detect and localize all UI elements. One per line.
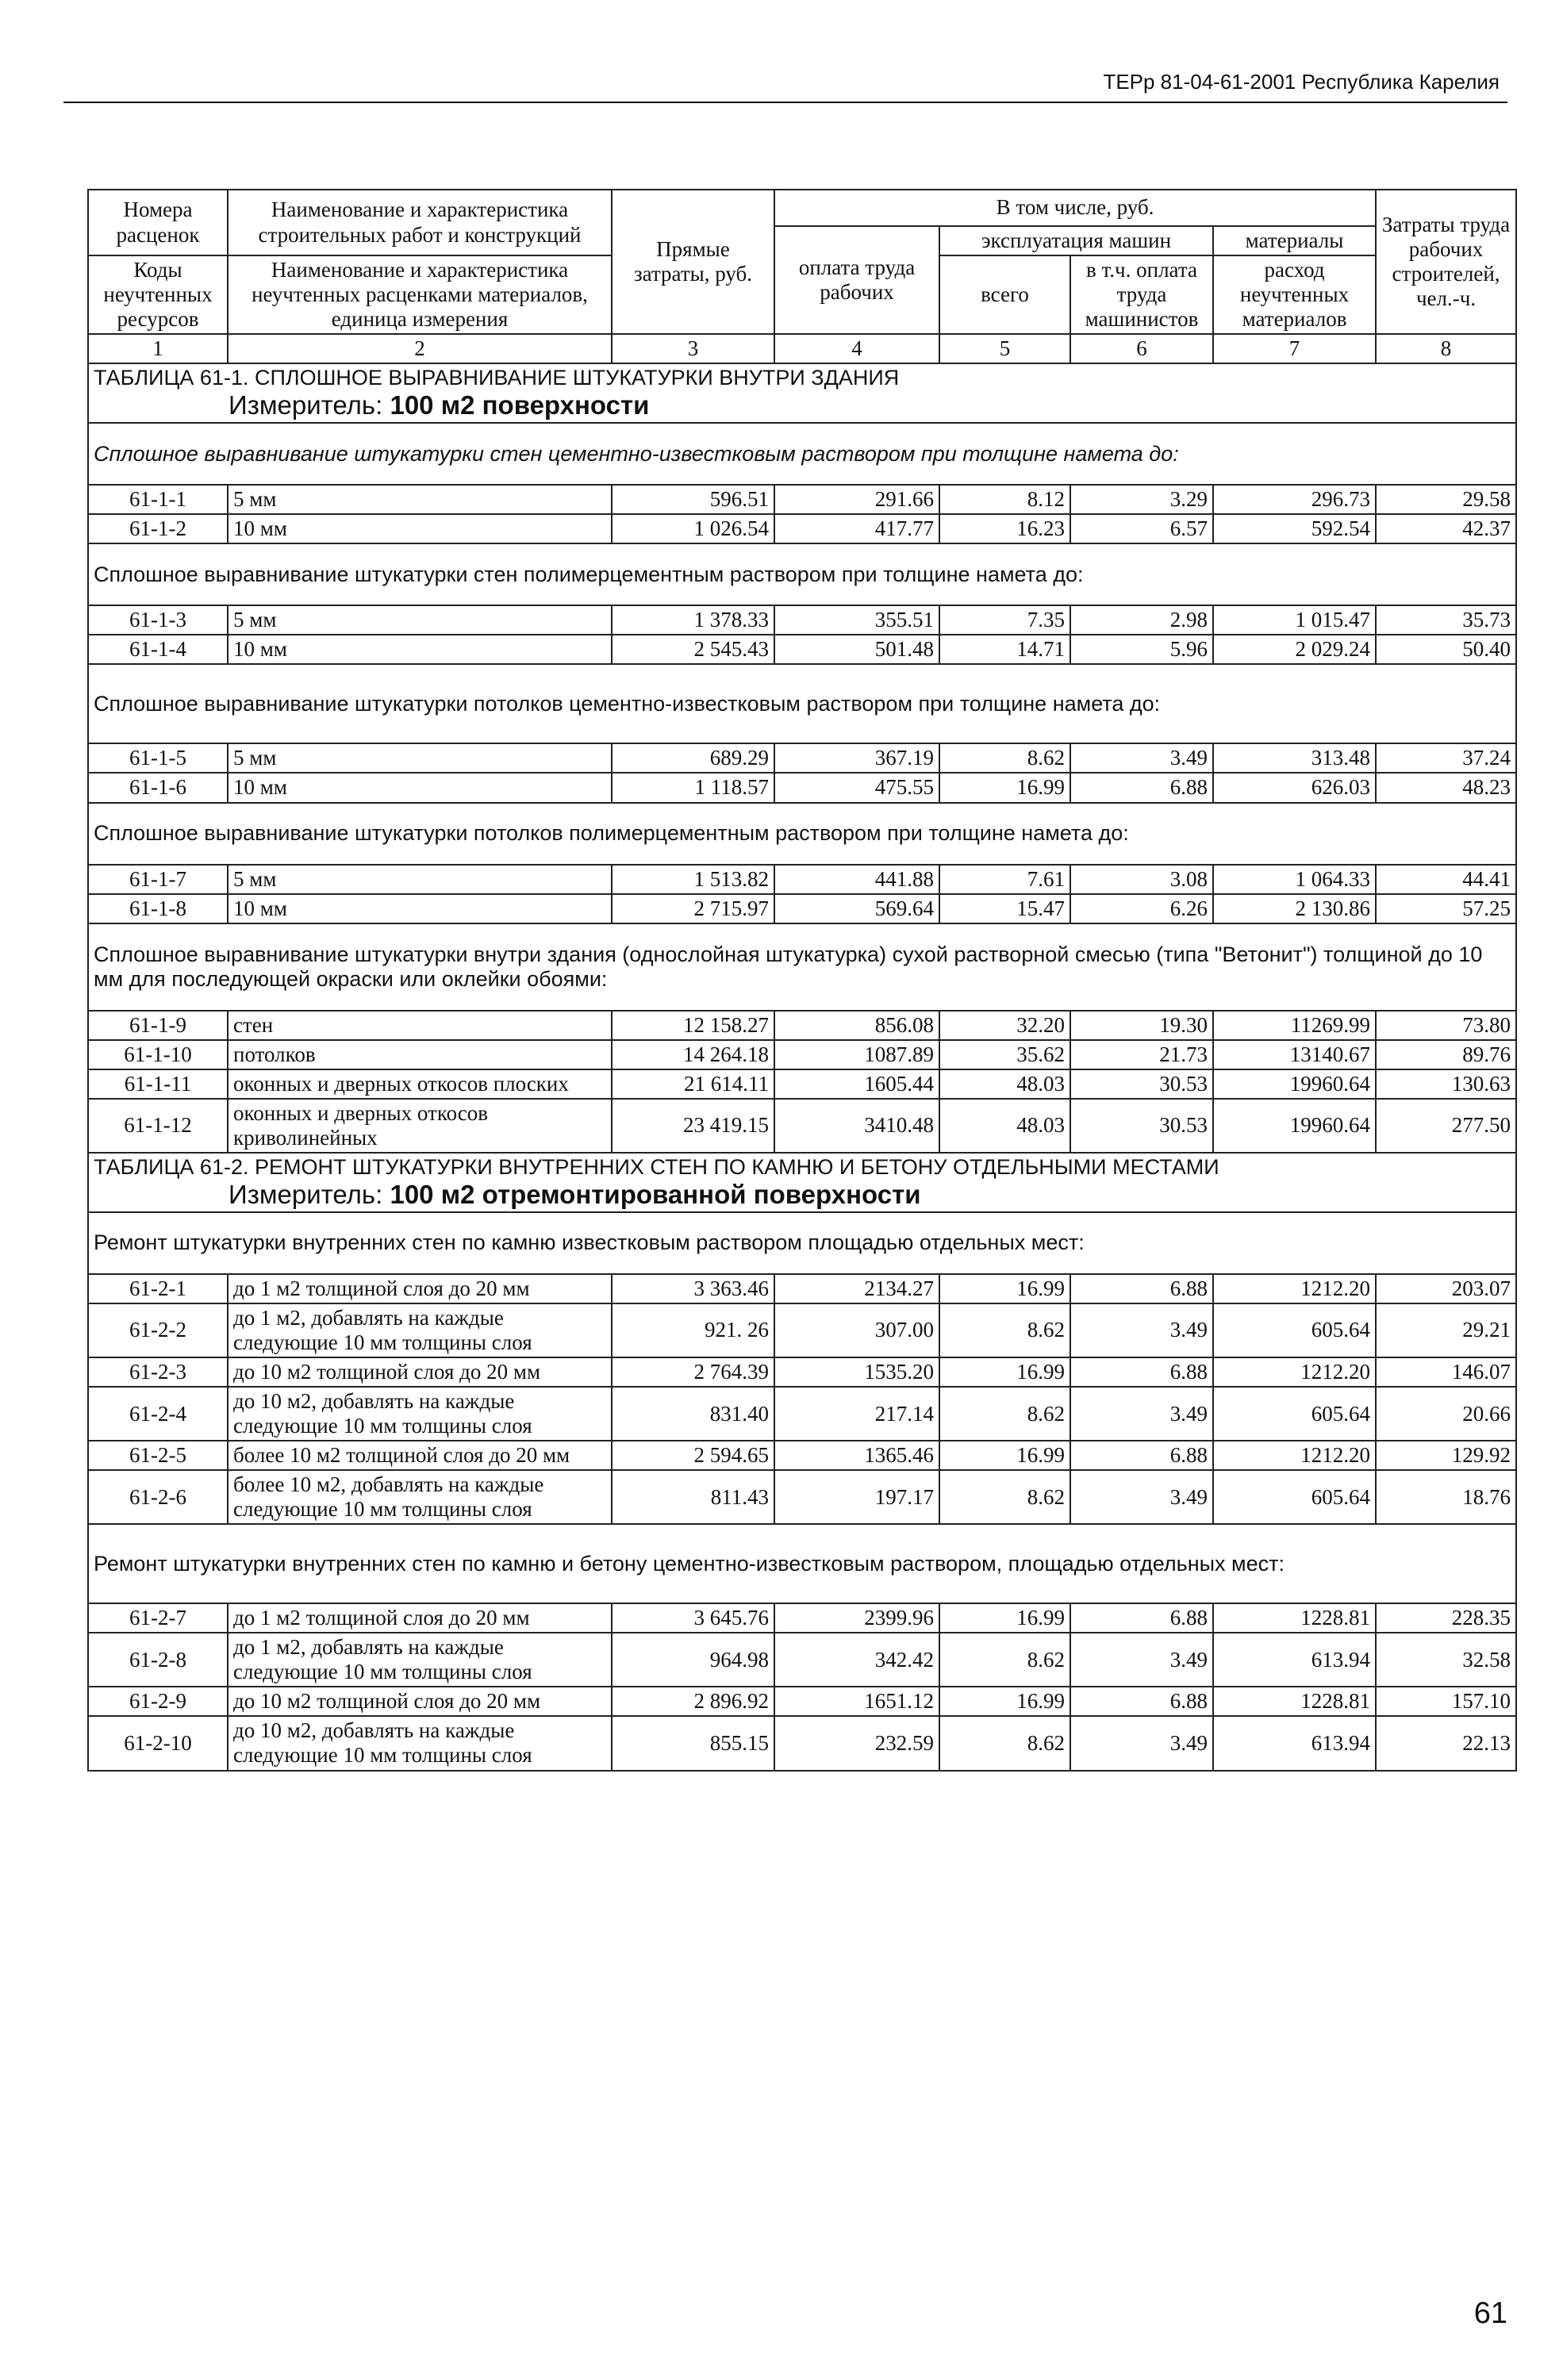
machines-total: 8.12 bbox=[939, 485, 1070, 514]
group-title: Сплошное выравнивание штукатурки стен полимерцементным раствором при толщине намета до: bbox=[88, 543, 1516, 605]
section-meter bbox=[94, 390, 1511, 420]
labor-hours: 203.07 bbox=[1376, 1274, 1516, 1303]
materials-cost: 313.48 bbox=[1213, 743, 1376, 773]
section-meter bbox=[94, 1180, 1511, 1210]
operators-pay: 5.96 bbox=[1070, 635, 1213, 664]
work-name: до 10 м2 толщиной слоя до 20 мм bbox=[228, 1687, 612, 1716]
header-labor-hours: Затраты труда рабочих строителей, чел.-ч. bbox=[1376, 190, 1516, 334]
work-name: потолков bbox=[228, 1040, 612, 1069]
rate-code: 61-1-1 bbox=[88, 485, 228, 514]
table-row bbox=[88, 514, 1516, 543]
direct-costs: 921. 26 bbox=[612, 1303, 774, 1357]
column-number: 5 bbox=[939, 334, 1070, 363]
direct-costs: 596.51 bbox=[612, 485, 774, 514]
rate-code: 61-1-12 bbox=[88, 1099, 228, 1153]
direct-costs: 964.98 bbox=[612, 1633, 774, 1687]
labor-hours: 130.63 bbox=[1376, 1069, 1516, 1099]
machines-total: 48.03 bbox=[939, 1099, 1070, 1153]
header-resource-codes: Коды неучтенных ресурсов bbox=[88, 255, 228, 334]
header-machines: эксплуатация машин bbox=[939, 226, 1213, 255]
machines-total: 16.99 bbox=[939, 773, 1070, 802]
labor-hours: 228.35 bbox=[1376, 1603, 1516, 1633]
machines-total: 8.62 bbox=[939, 743, 1070, 773]
group-row bbox=[88, 803, 1516, 865]
machines-total: 7.61 bbox=[939, 865, 1070, 894]
operators-pay: 3.49 bbox=[1070, 1470, 1213, 1524]
materials-cost: 1228.81 bbox=[1213, 1603, 1376, 1633]
table-row bbox=[88, 1441, 1516, 1470]
rate-code: 61-1-9 bbox=[88, 1011, 228, 1040]
direct-costs: 1 378.33 bbox=[612, 605, 774, 635]
table-row bbox=[88, 865, 1516, 894]
rate-code: 61-2-9 bbox=[88, 1687, 228, 1716]
direct-costs: 3 363.46 bbox=[612, 1274, 774, 1303]
rate-code: 61-1-3 bbox=[88, 605, 228, 635]
table-body bbox=[88, 363, 1516, 1770]
labor-pay: 1087.89 bbox=[774, 1040, 939, 1069]
machines-total: 48.03 bbox=[939, 1069, 1070, 1099]
labor-hours: 50.40 bbox=[1376, 635, 1516, 664]
materials-cost: 1212.20 bbox=[1213, 1274, 1376, 1303]
header-including: В том числе, руб. bbox=[774, 190, 1376, 226]
header-material-consumption: расход неучтенных материалов bbox=[1213, 255, 1376, 334]
work-name: до 1 м2, добавлять на каждые следующие 10 мм толщины слоя bbox=[228, 1633, 612, 1687]
labor-pay: 3410.48 bbox=[774, 1099, 939, 1153]
labor-pay: 569.64 bbox=[774, 894, 939, 923]
labor-hours: 73.80 bbox=[1376, 1011, 1516, 1040]
labor-hours: 20.66 bbox=[1376, 1387, 1516, 1441]
labor-hours: 129.92 bbox=[1376, 1441, 1516, 1470]
materials-cost: 592.54 bbox=[1213, 514, 1376, 543]
work-name: до 10 м2 толщиной слоя до 20 мм bbox=[228, 1357, 612, 1387]
labor-hours: 42.37 bbox=[1376, 514, 1516, 543]
table-section-row bbox=[88, 1153, 1516, 1212]
table-row bbox=[88, 743, 1516, 773]
work-name: до 10 м2, добавлять на каждые следующие 10 мм толщины слоя bbox=[228, 1387, 612, 1441]
rate-code: 61-2-7 bbox=[88, 1603, 228, 1633]
machines-total: 16.99 bbox=[939, 1274, 1070, 1303]
header-title: ТЕРр 81-04-61-2001 Республика Карелия bbox=[1103, 70, 1500, 94]
machines-total: 16.99 bbox=[939, 1603, 1070, 1633]
machines-total: 7.35 bbox=[939, 605, 1070, 635]
rate-code: 61-2-3 bbox=[88, 1357, 228, 1387]
machines-total: 16.99 bbox=[939, 1357, 1070, 1387]
labor-pay: 355.51 bbox=[774, 605, 939, 635]
table-row bbox=[88, 1099, 1516, 1153]
header-labor-pay: оплата труда рабочих bbox=[774, 226, 939, 334]
machines-total: 8.62 bbox=[939, 1716, 1070, 1770]
labor-pay: 856.08 bbox=[774, 1011, 939, 1040]
page-header bbox=[63, 62, 1507, 103]
operators-pay: 6.88 bbox=[1070, 1441, 1213, 1470]
labor-pay: 307.00 bbox=[774, 1303, 939, 1357]
direct-costs: 2 896.92 bbox=[612, 1687, 774, 1716]
direct-costs: 1 026.54 bbox=[612, 514, 774, 543]
work-name: 5 мм bbox=[228, 743, 612, 773]
table-row bbox=[88, 1603, 1516, 1633]
work-name: 10 мм bbox=[228, 635, 612, 664]
work-name: 10 мм bbox=[228, 514, 612, 543]
operators-pay: 30.53 bbox=[1070, 1099, 1213, 1153]
materials-cost: 626.03 bbox=[1213, 773, 1376, 802]
labor-hours: 35.73 bbox=[1376, 605, 1516, 635]
labor-hours: 29.21 bbox=[1376, 1303, 1516, 1357]
materials-cost: 1228.81 bbox=[1213, 1687, 1376, 1716]
group-title: Сплошное выравнивание штукатурки стен цементно-известковым раствором при толщине намета до: bbox=[88, 423, 1516, 485]
table-row bbox=[88, 1716, 1516, 1770]
group-title: Сплошное выравнивание штукатурки внутри здания (однослойная штукатурка) сухой растворной смесью (типа "Ветонит") толщиной до 10 мм для последующей окраски или оклейки обоями: bbox=[88, 923, 1516, 1011]
rate-code: 61-1-4 bbox=[88, 635, 228, 664]
table-row bbox=[88, 1357, 1516, 1387]
work-name: более 10 м2 толщиной слоя до 20 мм bbox=[228, 1441, 612, 1470]
work-name: 5 мм bbox=[228, 605, 612, 635]
work-name: стен bbox=[228, 1011, 612, 1040]
labor-pay: 417.77 bbox=[774, 514, 939, 543]
group-title: Ремонт штукатурки внутренних стен по камню известковым раствором площадью отдельных мест: bbox=[88, 1212, 1516, 1274]
work-name: оконных и дверных откосов криволинейных bbox=[228, 1099, 612, 1153]
materials-cost: 2 130.86 bbox=[1213, 894, 1376, 923]
column-number: 8 bbox=[1376, 334, 1516, 363]
rate-code: 61-1-10 bbox=[88, 1040, 228, 1069]
materials-cost: 11269.99 bbox=[1213, 1011, 1376, 1040]
operators-pay: 6.26 bbox=[1070, 894, 1213, 923]
table-row bbox=[88, 1274, 1516, 1303]
meter-prefix: Измеритель: bbox=[228, 390, 383, 420]
operators-pay: 6.88 bbox=[1070, 1603, 1213, 1633]
table-row bbox=[88, 1633, 1516, 1687]
work-name: 10 мм bbox=[228, 773, 612, 802]
operators-pay: 21.73 bbox=[1070, 1040, 1213, 1069]
group-row bbox=[88, 664, 1516, 743]
group-title: Сплошное выравнивание штукатурки потолков цементно-известковым раствором при толщине намета до: bbox=[88, 664, 1516, 743]
machines-total: 14.71 bbox=[939, 635, 1070, 664]
labor-hours: 32.58 bbox=[1376, 1633, 1516, 1687]
group-row bbox=[88, 543, 1516, 605]
labor-hours: 18.76 bbox=[1376, 1470, 1516, 1524]
materials-cost: 605.64 bbox=[1213, 1387, 1376, 1441]
direct-costs: 855.15 bbox=[612, 1716, 774, 1770]
operators-pay: 3.49 bbox=[1070, 1303, 1213, 1357]
operators-pay: 3.49 bbox=[1070, 1633, 1213, 1687]
operators-pay: 6.88 bbox=[1070, 1687, 1213, 1716]
operators-pay: 3.49 bbox=[1070, 1387, 1213, 1441]
table-row bbox=[88, 1303, 1516, 1357]
operators-pay: 3.29 bbox=[1070, 485, 1213, 514]
operators-pay: 6.57 bbox=[1070, 514, 1213, 543]
rate-code: 61-2-2 bbox=[88, 1303, 228, 1357]
machines-total: 8.62 bbox=[939, 1387, 1070, 1441]
machines-total: 8.62 bbox=[939, 1633, 1070, 1687]
table-row bbox=[88, 1470, 1516, 1524]
table-row bbox=[88, 1011, 1516, 1040]
work-name: более 10 м2, добавлять на каждые следующие 10 мм толщины слоя bbox=[228, 1470, 612, 1524]
labor-pay: 217.14 bbox=[774, 1387, 939, 1441]
table-row bbox=[88, 1069, 1516, 1099]
machines-total: 16.23 bbox=[939, 514, 1070, 543]
machines-total: 8.62 bbox=[939, 1303, 1070, 1357]
table-row bbox=[88, 1040, 1516, 1069]
meter-value: 100 м2 отремонтированной поверхности bbox=[390, 1179, 921, 1209]
column-number: 3 bbox=[612, 334, 774, 363]
rates-table bbox=[87, 189, 1517, 1772]
work-name: до 1 м2 толщиной слоя до 20 мм bbox=[228, 1274, 612, 1303]
machines-total: 32.20 bbox=[939, 1011, 1070, 1040]
labor-pay: 441.88 bbox=[774, 865, 939, 894]
labor-hours: 29.58 bbox=[1376, 485, 1516, 514]
labor-pay: 1605.44 bbox=[774, 1069, 939, 1099]
group-row bbox=[88, 1212, 1516, 1274]
labor-hours: 57.25 bbox=[1376, 894, 1516, 923]
materials-cost: 19960.64 bbox=[1213, 1069, 1376, 1099]
rate-code: 61-1-5 bbox=[88, 743, 228, 773]
group-row bbox=[88, 923, 1516, 1011]
group-title: Сплошное выравнивание штукатурки потолков полимерцементным раствором при толщине намета до: bbox=[88, 803, 1516, 865]
materials-cost: 19960.64 bbox=[1213, 1099, 1376, 1153]
rate-code: 61-2-6 bbox=[88, 1470, 228, 1524]
direct-costs: 23 419.15 bbox=[612, 1099, 774, 1153]
column-number: 4 bbox=[774, 334, 939, 363]
materials-cost: 613.94 bbox=[1213, 1716, 1376, 1770]
labor-hours: 157.10 bbox=[1376, 1687, 1516, 1716]
header-operators-pay: в т.ч. оплата труда машинистов bbox=[1070, 255, 1213, 334]
labor-hours: 277.50 bbox=[1376, 1099, 1516, 1153]
materials-cost: 605.64 bbox=[1213, 1470, 1376, 1524]
machines-total: 35.62 bbox=[939, 1040, 1070, 1069]
column-numbers-row bbox=[88, 334, 1516, 363]
direct-costs: 14 264.18 bbox=[612, 1040, 774, 1069]
machines-total: 8.62 bbox=[939, 1470, 1070, 1524]
table-row bbox=[88, 1687, 1516, 1716]
labor-hours: 22.13 bbox=[1376, 1716, 1516, 1770]
direct-costs: 2 594.65 bbox=[612, 1441, 774, 1470]
labor-pay: 501.48 bbox=[774, 635, 939, 664]
direct-costs: 2 715.97 bbox=[612, 894, 774, 923]
table-row bbox=[88, 1387, 1516, 1441]
machines-total: 16.99 bbox=[939, 1687, 1070, 1716]
labor-hours: 146.07 bbox=[1376, 1357, 1516, 1387]
section-title: ТАБЛИЦА 61-1. СПЛОШНОЕ ВЫРАВНИВАНИЕ ШТУКАТУРКИ ВНУТРИ ЗДАНИЯ bbox=[94, 366, 900, 390]
direct-costs: 1 118.57 bbox=[612, 773, 774, 802]
labor-pay: 367.19 bbox=[774, 743, 939, 773]
labor-pay: 342.42 bbox=[774, 1633, 939, 1687]
table-row bbox=[88, 485, 1516, 514]
page-number: 61 bbox=[1473, 2297, 1507, 2330]
header-direct-costs: Прямые затраты, руб. bbox=[612, 190, 774, 334]
labor-pay: 2399.96 bbox=[774, 1603, 939, 1633]
meter-prefix: Измеритель: bbox=[228, 1179, 383, 1209]
direct-costs: 2 764.39 bbox=[612, 1357, 774, 1387]
table-section-row bbox=[88, 363, 1516, 423]
work-name: оконных и дверных откосов плоских bbox=[228, 1069, 612, 1099]
direct-costs: 831.40 bbox=[612, 1387, 774, 1441]
operators-pay: 6.88 bbox=[1070, 1274, 1213, 1303]
direct-costs: 12 158.27 bbox=[612, 1011, 774, 1040]
work-name: до 1 м2, добавлять на каждые следующие 10 мм толщины слоя bbox=[228, 1303, 612, 1357]
labor-hours: 89.76 bbox=[1376, 1040, 1516, 1069]
table-row bbox=[88, 894, 1516, 923]
header-materials: материалы bbox=[1213, 226, 1376, 255]
materials-cost: 1 064.33 bbox=[1213, 865, 1376, 894]
labor-pay: 1535.20 bbox=[774, 1357, 939, 1387]
direct-costs: 811.43 bbox=[612, 1470, 774, 1524]
operators-pay: 3.49 bbox=[1070, 1716, 1213, 1770]
labor-pay: 291.66 bbox=[774, 485, 939, 514]
group-row bbox=[88, 1524, 1516, 1603]
rate-code: 61-1-7 bbox=[88, 865, 228, 894]
rate-code: 61-2-10 bbox=[88, 1716, 228, 1770]
materials-cost: 2 029.24 bbox=[1213, 635, 1376, 664]
rate-code: 61-1-11 bbox=[88, 1069, 228, 1099]
column-number: 1 bbox=[88, 334, 228, 363]
table-section bbox=[88, 1153, 1516, 1212]
labor-pay: 1365.46 bbox=[774, 1441, 939, 1470]
direct-costs: 689.29 bbox=[612, 743, 774, 773]
direct-costs: 2 545.43 bbox=[612, 635, 774, 664]
rate-code: 61-2-8 bbox=[88, 1633, 228, 1687]
header-work-name: Наименование и характеристика строительных работ и конструкций bbox=[228, 190, 612, 255]
work-name: 5 мм bbox=[228, 865, 612, 894]
table-row bbox=[88, 605, 1516, 635]
machines-total: 15.47 bbox=[939, 894, 1070, 923]
column-number: 2 bbox=[228, 334, 612, 363]
rate-code: 61-2-5 bbox=[88, 1441, 228, 1470]
rate-code: 61-2-1 bbox=[88, 1274, 228, 1303]
rate-code: 61-1-6 bbox=[88, 773, 228, 802]
materials-cost: 1212.20 bbox=[1213, 1357, 1376, 1387]
operators-pay: 2.98 bbox=[1070, 605, 1213, 635]
rate-code: 61-1-2 bbox=[88, 514, 228, 543]
table-section bbox=[88, 363, 1516, 423]
rate-code: 61-2-4 bbox=[88, 1387, 228, 1441]
operators-pay: 3.49 bbox=[1070, 743, 1213, 773]
operators-pay: 30.53 bbox=[1070, 1069, 1213, 1099]
group-row bbox=[88, 423, 1516, 485]
labor-pay: 475.55 bbox=[774, 773, 939, 802]
work-name: до 10 м2, добавлять на каждые следующие 10 мм толщины слоя bbox=[228, 1716, 612, 1770]
column-number: 7 bbox=[1213, 334, 1376, 363]
group-title: Ремонт штукатурки внутренних стен по камню и бетону цементно-известковым раствором, площадью отдельных мест: bbox=[88, 1524, 1516, 1603]
section-title: ТАБЛИЦА 61-2. РЕМОНТ ШТУКАТУРКИ ВНУТРЕННИХ СТЕН ПО КАМНЮ И БЕТОНУ ОТДЕЛЬНЫМИ МЕСТАМИ bbox=[94, 1154, 1219, 1179]
labor-hours: 44.41 bbox=[1376, 865, 1516, 894]
header-material-name: Наименование и характеристика неучтенных расценками материалов, единица измерения bbox=[228, 255, 612, 334]
work-name: до 1 м2 толщиной слоя до 20 мм bbox=[228, 1603, 612, 1633]
materials-cost: 605.64 bbox=[1213, 1303, 1376, 1357]
work-name: 5 мм bbox=[228, 485, 612, 514]
labor-hours: 37.24 bbox=[1376, 743, 1516, 773]
labor-pay: 232.59 bbox=[774, 1716, 939, 1770]
materials-cost: 1212.20 bbox=[1213, 1441, 1376, 1470]
labor-pay: 2134.27 bbox=[774, 1274, 939, 1303]
operators-pay: 6.88 bbox=[1070, 773, 1213, 802]
operators-pay: 3.08 bbox=[1070, 865, 1213, 894]
labor-pay: 197.17 bbox=[774, 1470, 939, 1524]
column-number: 6 bbox=[1070, 334, 1213, 363]
meter-value: 100 м2 поверхности bbox=[390, 390, 650, 420]
table-row bbox=[88, 635, 1516, 664]
work-name: 10 мм bbox=[228, 894, 612, 923]
direct-costs: 3 645.76 bbox=[612, 1603, 774, 1633]
materials-cost: 13140.67 bbox=[1213, 1040, 1376, 1069]
header-machines-total: всего bbox=[939, 255, 1070, 334]
header-rate-number: Номера расценок bbox=[88, 190, 228, 255]
materials-cost: 1 015.47 bbox=[1213, 605, 1376, 635]
labor-hours: 48.23 bbox=[1376, 773, 1516, 802]
machines-total: 16.99 bbox=[939, 1441, 1070, 1470]
table-row bbox=[88, 773, 1516, 802]
direct-costs: 1 513.82 bbox=[612, 865, 774, 894]
table-header bbox=[88, 190, 1516, 363]
direct-costs: 21 614.11 bbox=[612, 1069, 774, 1099]
labor-pay: 1651.12 bbox=[774, 1687, 939, 1716]
operators-pay: 19.30 bbox=[1070, 1011, 1213, 1040]
materials-cost: 613.94 bbox=[1213, 1633, 1376, 1687]
materials-cost: 296.73 bbox=[1213, 485, 1376, 514]
operators-pay: 6.88 bbox=[1070, 1357, 1213, 1387]
rate-code: 61-1-8 bbox=[88, 894, 228, 923]
